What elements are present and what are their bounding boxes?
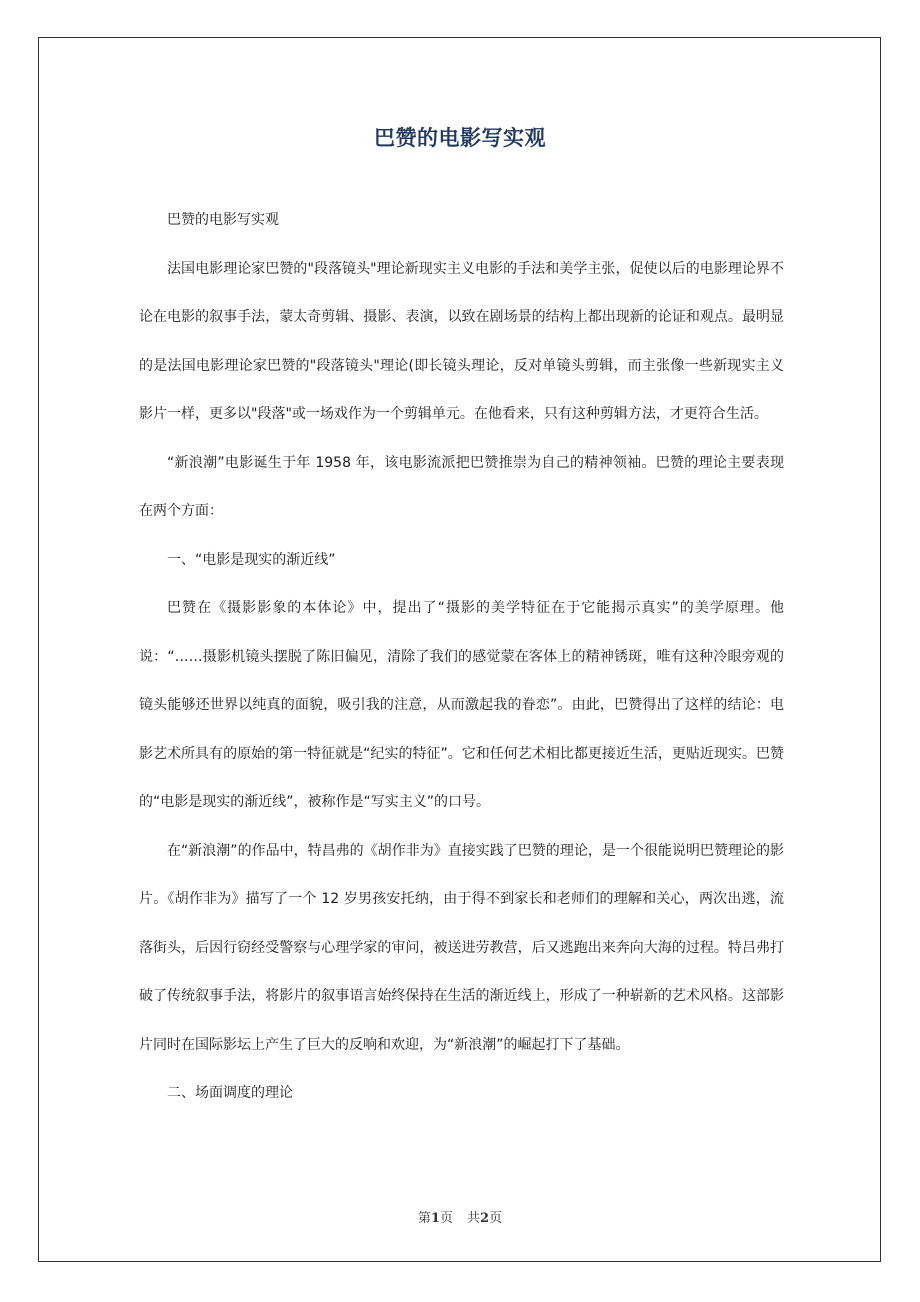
document-body [139, 196, 784, 1118]
total-suffix: 页 [489, 1211, 503, 1226]
page-prefix: 第 [417, 1211, 431, 1226]
paragraph-new-wave: “新浪潮”电影诞生于年 1958 年，该电影流派把巴赞推崇为自己的精神领袖。巴赞的理论主要表现在两个方面： [139, 454, 784, 519]
paragraph-400-blows: 在“新浪潮”的作品中，特昌弗的《胡作非为》直接实践了巴赞的理论，是一个很能说明巴赞理论的影片。《胡作非为》描写了一个 12 岁男孩安托纳，由于得不到家长和老师们的理解和关心，两次出逃，流落街头，后因行窃经受警察与心理学家的审问，被送进劳教营，后又逃跑出来奔向大海的过程。特吕弗打破了传统叙事手法，将影片的叙事语言始终保持在生活的渐近线上，形成了一种崭新的艺术风格。这部影片同时在国际影坛上产生了巨大的反响和欢迎，为“新浪潮”的崛起打下了基础。 [139, 842, 784, 1053]
current-page-number: 1 [430, 1211, 440, 1226]
paragraph-intro: 法国电影理论家巴赞的"段落镜头"理论新现实主义电影的手法和美学主张，促使以后的电影理论界不论在电影的叙事手法，蒙太奇剪辑、摄影、表演，以致在剧场景的结构上都出现新的论证和观点。最明显的是法国电影理论家巴赞的"段落镜头"理论(即长镜头理论，反对单镜头剪辑，而主张像一些新现实主义影片一样，更多以"段落"或一场戏作为一个剪辑单元。在他看来，只有这种剪辑方法，才更符合生活。 [139, 260, 784, 422]
paragraph-photography-ontology: 巴赞在《摄影影象的本体论》中，提出了“摄影的美学特征在于它能揭示真实”的美学原理。他说：“……摄影机镜头摆脱了陈旧偏见，清除了我们的感觉蒙在客体上的精神锈斑，唯有这种冷眼旁观的镜头能够还世界以纯真的面貌，吸引我的注意，从而激起我的眷恋”。由此，巴赞得出了这样的结论：电影艺术所具有的原始的第一特征就是“纪实的特征”。它和任何艺术相比都更接近生活，更贴近现实。巴赞的“电影是现实的渐近线”，被称作是“写实主义”的口号。 [139, 600, 784, 810]
section-heading-two: 二、场面调度的理论 [167, 1085, 293, 1101]
total-prefix: 共 [467, 1211, 481, 1226]
page-suffix: 页 [439, 1211, 453, 1226]
document-title: 巴赞的电影写实观 [374, 126, 546, 150]
section-heading-one: 一、“电影是现实的渐近线” [167, 551, 336, 568]
page-footer [0, 1207, 920, 1226]
paragraph-subtitle: 巴赞的电影写实观 [167, 212, 279, 228]
total-page-number: 2 [480, 1211, 490, 1226]
